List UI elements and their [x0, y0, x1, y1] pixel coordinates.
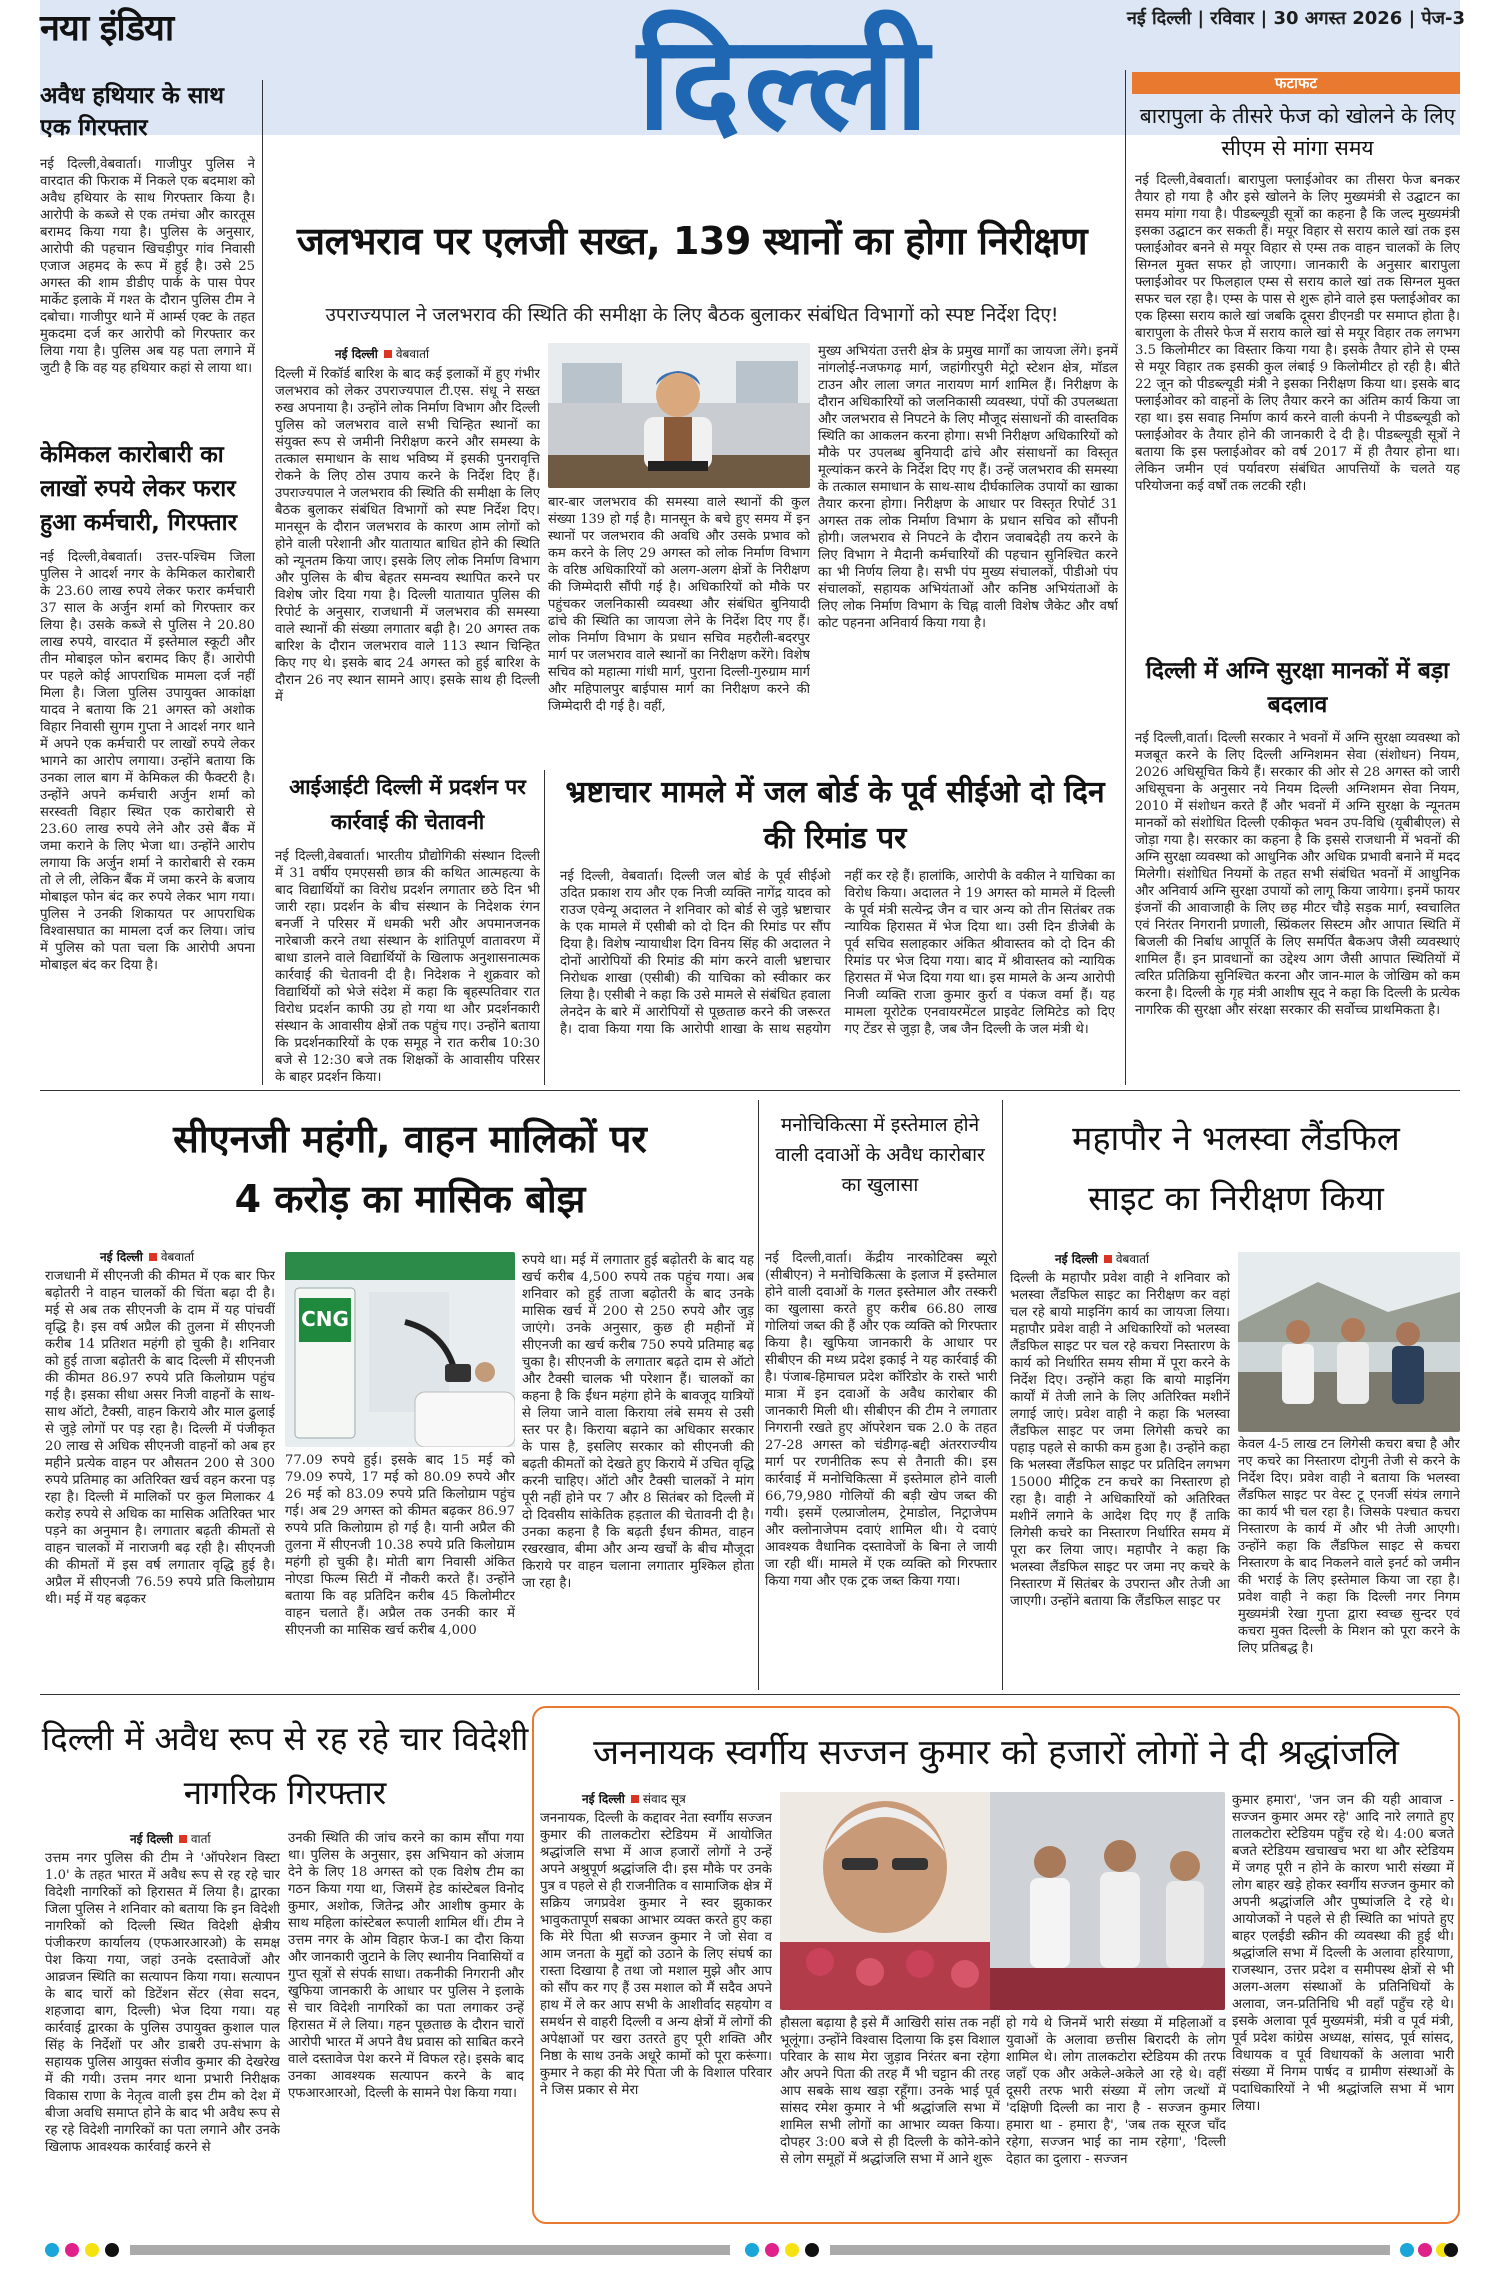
story-body: नई दिल्ली,वेबवार्ता। बारापुला फ्लाईओवर का तीसरा फेज बनकर तैयार हो गया है और इसे खोलने के लिए मुख्यमंत्री से उद्घाटन का समय मांगा गया है। पीडब्ल्यूडी सूत्रों का कहना है कि जल्द मुख्यमंत्री इसका उद्घाटन कर सकती हैं। मयूर विहार से सराय काले खां तक इस फ्लाईओवर बनने से मयूर विहार से एम्स तक वाहन चालकों के लिए सिग्नल मुक्त सफर हो जाएगा। जानकारी के अनुसार बारापुला फ्लाईओवर पर फिलहाल एम्स से सराय काले खां तक सिग्नल मुक्त सफर चल रहा है। एम्स के पास से शुरू होने वाले इस फ्लाईओवर का एक हिस्सा सराय काले खां जबकि दूसरा डीएनडी पर समाप्त होता है। बारापुला के तीसरे फेज में सराय काले खां से मयूर विहार तक लगभग 3.5 किलोमीटर का विस्तार किया गया है। इसके तैयार होने से एम्स से मयूर विहार तक इसकी कुल लंबाई 9 किलोमीटर हो रही है। बीते 22 जून को पीडब्ल्यूडी मंत्री ने इसका निरीक्षण किया था। इसके बाद फ्लाईओवर को वाहनों के लिए तैयार करने का अंतिम कार्य किया जा रहा था। इस सवाह निर्माण कार्य करने वाली कंपनी ने पीडब्ल्यूडी को फ्लाईओवर के तैयार होने की जानकारी दे दी है। पीडब्ल्यूडी सूत्रों ने बताया कि इस फ्लाईओवर को वर्ष 2017 में ही तैयार होना था। लेकिन जमीन एवं पर्यावरण संबंधित आपत्तियों के चलते यह परियोजना कई वर्षों तक लटकी रही। [1135, 173, 1460, 494]
byline-place: नई दिल्ली [582, 1792, 625, 1806]
paper-name: नया इंडिया [40, 8, 174, 49]
lg-meeting-photo [548, 343, 810, 488]
jalboard-headline: भ्रष्टाचार मामले में जल बोर्ड के पूर्व सीईओ दो दिन की रिमांड पर [565, 775, 1105, 856]
byline-marker-icon [1104, 1255, 1112, 1263]
column-rule [544, 770, 545, 1085]
fatafat-column [1135, 100, 1460, 1085]
cng-byline [100, 1248, 300, 1266]
cng-headline-2: 4 करोड़ का मासिक बोझ [234, 1177, 586, 1221]
sajjan-photo [780, 1792, 1225, 2010]
cng-body: राजधानी में सीएनजी की कीमत में एक बार फिर बढ़ोतरी ने वाहन चालकों की चिंता बढ़ा दी है। मई से अब तक सीएनजी के दाम में यह पांचवीं वृद्धि है। इस वर्ष अप्रैल की तुलना में सीएनजी करीब 14 प्रतिशत महंगी हो चुकी है। शनिवार को हुई ताजा बढ़ोतरी के बाद दिल्ली में सीएनजी की कीमत 86.97 रुपये प्रति किलोग्राम पहुंच गई है। इसका सीधा असर निजी वाहनों के साथ-साथ ऑटो, टैक्सी, वाहन किराये और माल ढुलाई से जुड़े लोगों पर पड़ रहा है। दिल्ली में पंजीकृत 20 लाख से अधिक सीएनजी वाहनों को अब हर महीने प्रत्येक वाहन पर औसतन 200 से 300 रुपये प्रतिमाह का अतिरिक्त खर्च वहन करना पड़ रहा है। दिल्ली में मालिकों पर कुल मिलाकर 4 करोड़ रुपये से अधिक का मासिक अतिरिक्त भार पड़ने का अनुमान है। लगातार बढ़ती कीमतों से वाहन चालकों में नाराजगी बढ़ रही है। सीएनजी की कीमतों में इस वर्ष लगातार वृद्धि हुई है। अप्रैल में सीएनजी 76.59 रुपये प्रति किलोग्राम थी। मई में यह बढ़कर [45, 1269, 275, 1607]
magenta-dot-icon [1418, 2243, 1432, 2257]
byline-agency: वेबवार्ता [395, 347, 430, 361]
column-rule [758, 1100, 759, 1690]
sajjan-body: हौसला बढ़ाया है इसे मैं आखिरी सांस तक नहीं भूलूंगा। उन्होंने विश्वास दिलाया कि इस विशाल परिवार के साथ मेरा जुड़ाव निरंतर बना रहेगा और अपने पिता की तरह मैं भी चट्टान की तरह आप सबके साथ खड़ा रहूँगा। उनके भाई पूर्व सांसद रमेश कुमार ने भी श्रद्धांजलि सभा में शामिल सभी लोगों का आभार व्यक्त किया। दोपहर 3:00 बजे से ही दिल्ली के कोने-कोने से लोग समूहों में श्रद्धांजलि सभा में आने शुरू [780, 2016, 1000, 2167]
story-body: नई दिल्ली,वार्ता। दिल्ली सरकार ने भवनों में अग्नि सुरक्षा व्यवस्था को मजबूत करने के लिए दिल्ली अग्निशमन सेवा (संशोधन) नियम, 2026 अधिसूचित किये हैं। सरकार की ओर से 28 अगस्त को जारी अधिसूचना के अनुसार नये नियम दिल्ली अग्निशमन सेवा नियम, 2010 में संशोधन करते हैं और भवनों में अग्नि सुरक्षा के न्यूनतम मानकों को संशोधित दिल्ली एकीकृत भवन उप-विधि (यूबीबीएल) से जोड़ा गया है। सरकार का कहना है कि इससे राजधानी में भवनों की अग्नि सुरक्षा व्यवस्था को आधुनिक और अधिक प्रभावी बनाने में मदद मिलेगी। संशोधित नियमों के तहत सभी संबंधित भवनों में आधुनिक और अनिवार्य अग्नि सुरक्षा उपायों को लागू किया जायेगा। इनमें फायर इंजनों की आवाजाही के लिए छह मीटर चौड़े सड़क मार्ग, स्वचालित एवं निरंतर निगरानी प्रणाली, स्प्रिंकलर सिस्टम और आपात स्थिति में बिजली की निर्बाध आपूर्ति के लिए समर्पित बैकअप जैसी व्यवस्थाएं शामिल हैं। इन प्रावधानों का उद्देश्य आग जैसी आपात स्थितियों में त्वरित प्रतिक्रिया सुनिश्चित करना और जान-माल के जोखिम को कम करना है। दिल्ली के गृह मंत्री आशीष सूद ने कहा कि दिल्ली के प्रत्येक नागरिक की सुरक्षा और संरक्षा सरकार की सर्वोच्च प्राथमिकता है। [1135, 731, 1460, 1018]
cyan-dot-icon [745, 2243, 759, 2257]
black-dot-icon [1444, 2243, 1458, 2257]
byline-agency: वार्ता [190, 1832, 211, 1846]
cng-headline-1: सीएनजी महंगी, वाहन मालिकों पर [173, 1117, 647, 1161]
byline-marker-icon [149, 1253, 157, 1261]
story-headline: अवैध हथियार के साथ एक गिरफ्तार [40, 83, 224, 141]
magenta-dot-icon [65, 2243, 79, 2257]
iit-headline: आईआईटी दिल्ली में प्रदर्शन पर कार्रवाई की चेतावनी [289, 775, 526, 834]
drugs-body: नई दिल्ली,वार्ता। केंद्रीय नारकोटिक्स ब्यूरो (सीबीएन) ने मनोचिकित्सा के इलाज में इस्तेमाल होने वाली दवाओं के गलत इस्तेमाल और तस्करी का खुलासा करते हुए करीब 66.80 लाख गोलियां जब्त की हैं और एक व्यक्ति को गिरफ्तार किया है। खुफिया जानकारी के आधार पर सीबीएन की मध्य प्रदेश इकाई ने यह कार्रवाई की है। पंजाब-हिमाचल प्रदेश कॉरिडोर के रास्ते भारी मात्रा में इन दवाओं के अवैध कारोबार की जानकारी मिली थी। सीबीएन की टीम ने लगातार निगरानी रखते हुए ऑपरेशन चक 2.0 के तहत 27-28 अगस्त को चंडीगढ़-बद्दी अंतरराज्यीय मार्ग पर रणनीतिक रूप से तैनाती की। इस कार्रवाई में मनोचिकित्सा में इस्तेमाल होने वाली 66,79,980 गोलियों की बड़ी खेप जब्त की गयी। इसमें एल्प्राजोलम, ट्रेमाडोल, निट्राजेपम और क्लोनाजेपम दवाएं शामिल थी। ये दवाएं आवश्यक वैधानिक दस्तावेजों के बिना ले जायी जा रही थीं। मामले में एक व्यक्ति को गिरफ्तार किया गया और एक ट्रक जब्त किया गया। [765, 1251, 997, 1589]
byline-place: नई दिल्ली [100, 1250, 143, 1264]
black-dot-icon [805, 2243, 819, 2257]
black-dot-icon [105, 2243, 119, 2257]
row-rule [40, 1694, 1460, 1695]
iit-body: नई दिल्ली,वेबवार्ता। भारतीय प्रौद्योगिकी संस्थान दिल्ली में 31 वर्षीय एमएससी छात्र की कथित आत्महत्या के बाद विद्यार्थियों का विरोध प्रदर्शन लगातार छठे दिन भी जारी रहा। प्रदर्शन के बीच संस्थान के निदेशक रंगन बनर्जी ने परिसर में धमकी भरी और अपमानजनक नारेबाजी करने तथा संस्थान के शांतिपूर्ण वातावरण में बाधा डालने वाले विद्यार्थियों के खिलाफ अनुशासनात्मक कार्रवाई की चेतावनी दी है। निदेशक ने शुक्रवार को विद्यार्थियों को भेजे संदेश में कहा कि बृहस्पतिवार रात विरोध प्रदर्शन काफी उग्र हो गया था और प्रदर्शनकारी संस्थान के आवासीय क्षेत्रों तक पहुंच गए। उन्होंने बताया कि प्रदर्शनकारियों के एक समूह ने रात करीब 10:30 बजे से 12:30 बजे तक शिक्षकों के आवासीय परिसर के बाहर प्रदर्शन किया। [275, 849, 540, 1085]
dateline: नई दिल्ली | रविवार | 30 अगस्त 2026 | पेज-3 [1126, 8, 1465, 29]
column-rule [262, 80, 263, 1085]
sajjan-headline: जननायक स्वर्गीय सज्जन कुमार को हजारों लोगों ने दी श्रद्धांजलि [593, 1733, 1399, 1773]
landfill-headline-2: साइट का निरीक्षण किया [1088, 1179, 1384, 1219]
landfill-inspection-photo [1238, 1252, 1460, 1432]
story-headline: दिल्ली में अग्नि सुरक्षा मानकों में बड़ा बदलाव [1145, 658, 1450, 718]
byline-marker-icon [179, 1835, 187, 1843]
sajjan-body: जननायक, दिल्ली के कद्दावर नेता स्वर्गीय सज्जन कुमार की तालकटोरा स्टेडियम में आयोजित श्रद्धांजलि सभा में आज हजारों लोगों ने उन्हें अपने अश्रुपूर्ण श्रद्धांजलि दी। इस मौके पर उनके पुत्र व पहले से ही राजनीतिक व सामाजिक क्षेत्र में सक्रिय जगप्रवेश कुमार ने स्वर झुकाकर भावुकतापूर्ण सबका आभार व्यक्त करते हुए कहा कि मेरे पिता श्री सज्जन कुमार ने जो सेवा व आम जनता के मुद्दों को उठाने के लिए संघर्ष का रास्ता दिखाया है तथा जो मशाल मुझे और आप को सौंप कर गए हैं उस मशाल को मैं सदैव अपने हाथ में ले कर आप सभी के आशीर्वाद सहयोग व समर्थन से वाहरी दिल्ली व अन्य क्षेत्रों में लोगों की अपेक्षाओं पर खरा उतरते हुए पूरी शक्ति और निष्ठा के साथ उनके अधूरे कामों को पूरा करूंगा। कुमार ने कहा की मेरे पिता जी के विशाल परिवार ने जिस प्रकार से मेरा [540, 1811, 772, 2098]
cng-body: 77.09 रुपये हुई। इसके बाद 15 मई को 79.09 रुपये, 17 मई को 80.09 रुपये और 26 मई को 83.09 रुपये प्रति किलोग्राम पहुंच गई। अब 29 अगस्त को कीमत बढ़कर 86.97 रुपये प्रति किलोग्राम हो गई है। यानी अप्रैल की तुलना में सीएनजी 10.38 रुपये प्रति किलोग्राम महंगी हो चुकी है। मोती बाग निवासी अंकित नोएडा फिल्म सिटी में नौकरी करते हैं। उन्होंने बताया कि वह प्रतिदिन करीब 45 किलोमीटर वाहन चलाते हैं। अप्रैल तक उनकी कार में सीएनजी का मासिक खर्च करीब 4,000 [285, 1453, 515, 1638]
lead-photo-caption: बार-बार जलभराव की समस्या वाले स्थानों की कुल संख्या 139 हो गई है। मानसून के बचे हुए समय में इन स्थानों पर जलभराव की अवधि और उसके प्रभाव को कम करने के लिए 29 अगस्त को लोक निर्माण विभाग के वरिष्ठ अधिकारियों को अलग-अलग क्षेत्रों के निरीक्षण की जिम्मेदारी सौंपी गई है। अधिकारियों को मौके पर पहुंचकर जलनिकासी व्यवस्था और संबंधित बुनियादी ढांचे की स्थिति का जायजा लेने के निर्देश दिए गए हैं। लोक निर्माण विभाग के प्रधान सचिव महरौली-बदरपुर मार्ग पर जलभराव वाले स्थानों का निरीक्षण करेंगे। विशेष सचिव को महात्मा गांधी मार्ग, पुराना दिल्ली-गुरुग्राम मार्ग और महिपालपुर बाईपास मार्ग का निरीक्षण करने की जिम्मेदारी दी गई है। वहीं, [548, 495, 810, 714]
byline-place: नई दिल्ली [335, 347, 378, 361]
lead-body: दिल्ली में रिकॉर्ड बारिश के बाद कई इलाकों में हुए गंभीर जलभराव को लेकर उपराज्यपाल टी.एस. संधू ने सख्त रुख अपनाया है। उन्होंने लोक निर्माण विभाग और दिल्ली पुलिस को जलभराव वाले सभी चिन्हित स्थानों का संयुक्त रूप से जमीनी निरीक्षण करने और समस्या के तत्काल समाधान के साथ भविष्य में इसकी पुनरावृत्ति रोकने के लिए ठोस उपाय करने के निर्देश दिए हैं। उपराज्यपाल ने जलभराव की स्थिति की समीक्षा के लिए बैठक बुलाकर संबंधित विभागों को स्पष्ट निर्देश दिए। मानसून के दौरान जलभराव के कारण आम लोगों को होने वाली परेशानी और यातायात बाधित होने की स्थिति को न्यूनतम किया जाए। इसके लिए लोक निर्माण विभाग और पुलिस के बीच बेहतर समन्वय स्थापित करने पर विशेष जोर दिया गया है। दिल्ली यातायात पुलिस की रिपोर्ट के अनुसार, राजधानी में जलभराव की समस्या वाले स्थानों की संख्या लगातार बढ़ी है। 20 अगस्त तक बारिश के दौरान जलभराव वाले 113 स्थान चिन्हित किए गए थे। इसके बाद 24 अगस्त को हुई बारिश के दौरान 26 नए स्थान सामने आए। इसके साथ ही दिल्ली में [275, 367, 540, 705]
byline-place: नई दिल्ली [1055, 1252, 1098, 1266]
story-body: नई दिल्ली,वेबवार्ता। गाजीपुर पुलिस ने वारदात की फिराक में निकले एक बदमाश को अवैध हथियार के साथ गिरफ्तार किया है। आरोपी के कब्जे से एक तमंचा और कारतूस बरामद किया गया है। पुलिस के अनुसार, आरोपी की पहचान खिचड़ीपुर गांव निवासी एजाज अहमद के रूप में हुई है। उसे 25 अगस्त की शाम डीडीए पार्क के पास पेपर मार्केट इलाके में गश्त के दौरान पुलिस टीम ने दबोचा। गाजीपुर थाने में आर्म्स एक्ट के तहत मुकदमा दर्ज कर आरोपी को गिरफ्तार कर लिया गया है। पुलिस अब यह पता लगाने में जुटी है कि वह यह हथियार कहां से लाया था। [40, 157, 255, 376]
lead-photo [548, 343, 810, 488]
fatafat-label-text: फटाफट [1274, 74, 1318, 92]
landfill-byline [1055, 1250, 1255, 1268]
lead-body: मुख्य अभियंता उत्तरी क्षेत्र के प्रमुख मार्गों का जायजा लेंगे। इनमें नांगलोई-नजफगढ़ मार्ग, जहांगीरपुरी मेट्रो स्टेशन क्षेत्र, मॉडल टाउन और लाला जगत नारायण मार्ग शामिल हैं। निरीक्षण के दौरान अधिकारियों को जलनिकासी व्यवस्था, पंपों की उपलब्धता और जलभराव से निपटने के लिए मौजूद संसाधनों की वास्तविक स्थिति का आकलन करना होगा। सभी निरीक्षण अधिकारियों को मौके पर उपलब्ध बुनियादी ढांचे और संसाधनों का विस्तृत मूल्यांकन करने के निर्देश दिए गए हैं। उन्हें जलभराव की समस्या के तत्काल समाधान के साथ-साथ दीर्घकालिक उपायों का खाका तैयार करना होगा। निरीक्षण के आधार पर विस्तृत रिपोर्ट 31 अगस्त तक लोक निर्माण विभाग के प्रधान सचिव को सौंपनी होगी। जलभराव से निपटने के दौरान जवाबदेही तय करने के लिए विभाग ने मैदानी कर्मचारियों की पहचान सुनिश्चित करने का भी निर्णय लिया है। सभी पंप मुख्य संचालकों, पीडीओ पंप संचालकों, सहायक अभियंताओं और कनिष्ठ अभियंताओं के लिए लोक निर्माण विभाग के चिह्न वाली विशेष जैकेट और वर्षा कोट पहनना अनिवार्य किया गया है। [818, 344, 1118, 631]
story-headline: बारापुला के तीसरे फेज को खोलने के लिए सीएम से मांगा समय [1139, 104, 1456, 160]
registration-marks [40, 2240, 1460, 2260]
fatafat-label [1132, 72, 1460, 94]
lead-byline [335, 345, 535, 363]
sajjan-byline [582, 1790, 782, 1808]
foreigners-headline: दिल्ली में अवैध रूप से रह रहे चार विदेशी नागरिक गिरफ्तार [41, 1719, 529, 1812]
row-rule [40, 1090, 1460, 1091]
byline-agency: वेबवार्ता [1115, 1252, 1150, 1266]
landfill-headline-1: महापौर ने भलस्वा लैंडफिल [1072, 1119, 1400, 1159]
section-title: दिल्ली [637, 7, 933, 159]
gray-strip [130, 2245, 730, 2255]
gray-strip [830, 2245, 1390, 2255]
yellow-dot-icon [85, 2243, 99, 2257]
magenta-dot-icon [765, 2243, 779, 2257]
lead-headline: जलभराव पर एलजी सख्त, 139 स्थानों का होगा निरीक्षण [296, 219, 1088, 263]
cng-sign-text: CNG [301, 1307, 349, 1331]
cng-station-photo [285, 1252, 515, 1447]
cng-photo [285, 1252, 515, 1447]
story-headline: केमिकल कारोबारी का लाखों रुपये लेकर फरार हुआ कर्मचारी, गिरफ्तार [40, 442, 237, 536]
foreigners-body: उत्तम नगर पुलिस की टीम ने 'ऑपरेशन विस्टा 1.0' के तहत भारत में अवैध रूप से रह रहे चार विदेशी नागरिकों को हिरासत में लिया है। द्वारका जिला पुलिस ने शनिवार को बताया कि इन विदेशी नागरिकों को दिल्ली स्थित विदेशी क्षेत्रीय पंजीकरण कार्यालय (एफआरआरओ) के समक्ष पेश किया गया, जहां उनके दस्तावेजों और आव्रजन स्थिति का सत्यापन किया गया। सत्यापन के बाद चारों को डिटेंशन सेंटर (सेवा सदन, शहजादा बाग, दिल्ली) भेज दिया गया। यह कार्रवाई द्वारका के पुलिस उपायुक्त कुशाल पाल सिंह के निर्देशों पर और डाबरी उप-संभाग के सहायक पुलिस आयुक्त संजीव कुमार की देखरेख में की गयी। उत्तम नगर थाना प्रभारी निरीक्षक विकास राणा के नेतृत्व वाली इस टीम को देश में बीजा अवधि समाप्त होने के बाद भी अवैध रूप से रह रहे विदेशी नागरिकों का पता लगाने और उनके खिलाफ आवश्यक कार्रवाई करने से [45, 1851, 280, 2155]
cyan-dot-icon [1400, 2243, 1414, 2257]
column-rule [1125, 70, 1126, 1085]
landfill-photo-caption: केवल 4-5 लाख टन लिगेसी कचरा बचा है और नए कचरे का निस्तारण दोगुनी तेजी से करने के निर्देश दिए। प्रवेश वाही ने बताया कि भलस्वा लैंडफिल साइट पर वेस्ट टू एनर्जी संयंत्र लगाने का कार्य भी चल रहा है। जिसके पश्चात कचरा निस्तारण के कार्य में और भी तेजी आएगी। उन्होंने कहा कि लैंडफिल साइट से कचरा निस्तारण के बाद निकलने वाले इनर्ट को जमीन की भराई के लिए इस्तेमाल किया जा रहा है। प्रवेश वाही ने कहा कि दिल्ली नगर निगम मुख्यमंत्री रेखा गुप्ता द्वारा स्वच्छ सुन्दर एवं कचरा मुक्त दिल्ली के मिशन को पूरा करने के लिए प्रतिबद्ध है। [1238, 1437, 1460, 1656]
sajjan-body: हो गये थे जिनमें भारी संख्या में महिलाओं व युवाओं के अलावा छत्तीस बिरादरी के लोग शामिल थे। लोग तालकटोरा स्टेडियम की तरफ जहाँ एक और अकेले-अकेले आ रहे थे। वहीं दूसरी तरफ भारी संख्या में लोग जत्थों में 'दक्षिणी दिल्ली का नारा है - सज्जन कुमार हमारा था - हमारा है', 'जब तक सूरज चाँद रहेगा, सज्जन भाई का नाम रहेगा', 'दिल्ली देहात का दुलारा - सज्जन [1006, 2016, 1226, 2167]
byline-agency: संवाद सूत्र [642, 1792, 686, 1806]
sajjan-body: कुमार हमारा', 'जन जन की यही आवाज - सज्जन कुमार अमर रहे' आदि नारे लगाते हुए तालकटोरा स्टेडियम पहुँच रहे थे। 4:00 बजते बजते स्टेडियम खचाखच भरा था और स्टेडियम में जगह पूरी न होने के कारण भारी संख्या में लोग बाहर खड़े होकर स्वर्गीय सज्जन कुमार को अपनी श्रद्धांजलि और पुष्पांजलि दे रहे थे। आयोजकों ने पहले से ही स्थिति का भांपते हुए बाहर एलईडी स्क्रीन की व्यवस्था की हुई थी। श्रद्धांजलि सभा में दिल्ली के अलावा हरियाणा, राजस्थान, उत्तर प्रदेश व समीपस्थ क्षेत्रों से भी अलग-अलग संस्थाओं के प्रतिनिधियों के अलावा, जन-प्रतिनिधि भी वहाँ पहुँच रहे थे। इसके अलावा पूर्व मुख्यमंत्री, मंत्री व पूर्व मंत्री, पूर्व प्रदेश कांग्रेस अध्यक्ष, सांसद, पूर्व सांसद, विधायक व पूर्व विधायकों के अलावा भारी संख्या में निगम पार्षद व ग्रामीण संस्थाओं के पदाधिकारियों ने भी श्रद्धांजलि सभा में भाग लिया। [1232, 1793, 1454, 2114]
jalboard-body: नई दिल्ली, वेबवार्ता। दिल्ली जल बोर्ड के पूर्व सीईओ उदित प्रकाश राय और एक निजी व्यक्ति नागेंद्र यादव को राउज एवेन्यू अदालत ने शनिवार को बोर्ड से जुड़े भ्रष्टाचार के एक मामले में एसीबी को दो दिन की रिमांड पर सौंप दिया है। विशेष न्यायाधीश दिग विनय सिंह की अदालत ने दोनों आरोपियों की रिमांड की मांग करने वाली भ्रष्टाचार निरोधक शाखा (एसीबी) की याचिका को स्वीकार कर लिया है। एसीबी ने कहा कि उसे मामले से संबंधित हवाला लेनदेन के बारे में आरोपियों से पूछताछ करने की जरूरत है। दावा किया गया कि आरोपी शाखा के साथ सहयोग नहीं कर रहे हैं। हालांकि, आरोपी के वकील ने याचिका का विरोध किया। अदालत ने 19 अगस्त को मामले में दिल्ली के पूर्व मंत्री सत्येन्द्र जैन व चार अन्य को तीन सितंबर तक न्यायिक हिरासत में भेज दिया था। उसी दिन डीजेबी के पूर्व सचिव सलाहकार अंकित श्रीवास्तव को दो दिन की रिमांड पर भेज दिया गया। बाद में श्रीवास्तव को न्यायिक हिरासत में भेज दिया गया था। इस मामले के अन्य आरोपी निजी व्यक्ति राजा कुमार कुर्रा व पंकज वर्मा हैं। यह मामला यूरोटेक एनवायरमेंटल प्राइवेट लिमिटेड को दिए गए टेंडर से जुड़ा है, जब जैन दिल्ली के जल मंत्री थे। [560, 869, 1115, 1037]
landfill-body: दिल्ली के महापौर प्रवेश वाही ने शनिवार को भलस्वा लैंडफिल साइट का निरीक्षण कर वहां चल रहे बायो माइनिंग कार्य का जायजा लिया। महापौर प्रवेश वाही ने अधिकारियों को भलस्वा लैंडफिल साइट पर चल रहे कचरा निस्तारण के कार्य को निर्धारित समय सीमा में पूरा करने के निर्देश दिए। उन्होंने कहा कि बायो माइनिंग कार्यों में तेजी लाने के लिए अतिरिक्त मशीनें लगाई जाएं। प्रवेश वाही ने कहा कि भलस्वा लैंडफिल साइट पर जमा लिगेसी कचरे का पहाड़ पहले से काफी कम हुआ है। उन्होंने कहा कि भलस्वा लैंडफिल साइट पर प्रतिदिन लगभग 15000 मीट्रिक टन कचरे का निस्तारण हो रहा है। वाही ने अधिकारियों को अतिरिक्त मशीनें लगाने के आदेश दिए गए हैं ताकि लिगेसी कचरे का निस्तारण निर्धारित समय में पूरा कर लिया जाए। महापौर ने कहा कि भलस्वा लैंडफिल साइट पर जमा नए कचरे के निस्तारण में सितंबर के उपरान्त और तेजी आ जाएगी। उन्होंने बताया कि लैंडफिल साइट पर [1010, 1271, 1230, 1609]
left-column [40, 80, 255, 1085]
yellow-dot-icon [785, 2243, 799, 2257]
foreigners-body: उनकी स्थिति की जांच करने का काम सौंपा गया था। पुलिस के अनुसार, इस अभियान को अंजाम देने के लिए 18 अगस्त को एक विशेष टीम का गठन किया गया था, जिसमें हेड कांस्टेबल विनोद कुमार, अशोक, जितेन्द्र और आशीष कुमार के साथ महिला कांस्टेबल रूपाली शामिल थीं। टीम ने उत्तम नगर के ओम विहार फेज-I का दौरा किया और जानकारी जुटाने के लिए स्थानीय निवासियों व गुप्त सूत्रों से संपर्क साधा। तकनीकी निगरानी और खुफिया जानकारी के आधार पर पुलिस ने इलाके से चार विदेशी नागरिकों का पता लगाकर उन्हें हिरासत में ले लिया। गहन पूछताछ के दौरान चारों आरोपी भारत में अपने वैध प्रवास को साबित करने वाले दस्तावेज पेश करने में विफल रहे। इसके बाद उनका आवश्यक सत्यापन करने के बाद एफआरआरओ, दिल्ली के सामने पेश किया गया। [288, 1831, 524, 2101]
byline-agency: वेबवार्ता [160, 1250, 195, 1264]
cyan-dot-icon [45, 2243, 59, 2257]
byline-marker-icon [631, 1795, 639, 1803]
tribute-photo [780, 1792, 1225, 2010]
landfill-photo [1238, 1252, 1460, 1432]
cng-body: रुपये था। मई में लगातार हुई बढ़ोतरी के बाद यह खर्च करीब 4,500 रुपये तक पहुंच गया। अब शनिवार को हुई ताजा बढ़ोतरी के बाद उनके मासिक खर्च में 200 से 250 रुपये और जुड़ जाएंगे। उनके अनुसार, कुछ ही महीनों में सीएनजी का खर्च करीब 750 रुपये प्रतिमाह बढ़ चुका है। सीएनजी के लगातार बढ़ते दाम से ऑटो और टैक्सी चालक भी परेशान हैं। चालकों का कहना है कि ईंधन महंगा होने के बावजूद यात्रियों से लिया जाने वाला किराया लंबे समय से उसी स्तर पर है। किराया बढ़ाने का अधिकार सरकार के पास है, इसलिए सरकार को सीएनजी की बढ़ती कीमतों को देखते हुए किराये में उचित वृद्धि करनी चाहिए। ऑटो और टैक्सी चालकों ने मांग पूरी नहीं होने पर 7 और 8 सितंबर को दिल्ली में दो दिवसीय सांकेतिक हड़ताल की चेतावनी दी है। उनका कहना है कि बढ़ती ईंधन कीमत, वाहन रखरखाव, बीमा और अन्य खर्चों के बीच मौजूदा किराये पर वाहन चलाना लगातार मुश्किल होता जा रहा है। [522, 1253, 754, 1591]
byline-marker-icon [384, 350, 392, 358]
drugs-headline: मनोचिकित्सा में इस्तेमाल होने वाली दवाओं के अवैध कारोबार का खुलासा [775, 1114, 985, 1196]
column-rule [1002, 1100, 1003, 1690]
byline-place: नई दिल्ली [130, 1832, 173, 1846]
story-body: नई दिल्ली,वेबवार्ता। उत्तर-पश्चिम जिला पुलिस ने आदर्श नगर के केमिकल कारोबारी के 23.60 लाख रुपये लेकर फरार कर्मचारी 37 साल के अर्जुन शर्मा को गिरफ्तार कर लिया है। उसके कब्जे से पुलिस ने 20.80 लाख रुपये, वारदात में इस्तेमाल स्कूटी और तीन मोबाइल फोन बरामद किए हैं। आरोपी पर पहले कोई आपराधिक मामला दर्ज नहीं मिला है। जिला पुलिस उपायुक्त आकांक्षा यादव ने बताया कि 21 अगस्त को अशोक विहार निवासी सुगम गुप्ता ने आदर्श नगर थाने में अपने एक कर्मचारी पर लाखों रुपये लेकर भागने का आरोप लगाया। उन्होंने बताया कि उनका लाल बाग में केमिकल की फैक्टरी है। उन्होंने अपने कर्मचारी अर्जुन शर्मा को सरस्वती विहार स्थित एक कारोबारी से 23.60 लाख रुपये लेने और उसे बैंक में जमा कराने के लिए भेजा था। उन्होंने आरोप लगाया कि अर्जुन शर्मा ने कारोबारी से रकम तो ले ली, लेकिन बैंक में जमा करने के बजाय मोबाइल फोन बंद कर रुपये लेकर भाग गया। पुलिस ने उनकी शिकायत पर आपराधिक विश्वासघात का मामला दर्ज कर लिया। जांच में पुलिस को पता चला कि आरोपी अपना मोबाइल बंद कर दिया है। [40, 550, 255, 973]
lead-subhead: उपराज्यपाल ने जलभराव की स्थिति की समीक्षा के लिए बैठक बुलाकर संबंधित विभागों को स्पष्ट निर्देश दिए! [325, 304, 1059, 326]
